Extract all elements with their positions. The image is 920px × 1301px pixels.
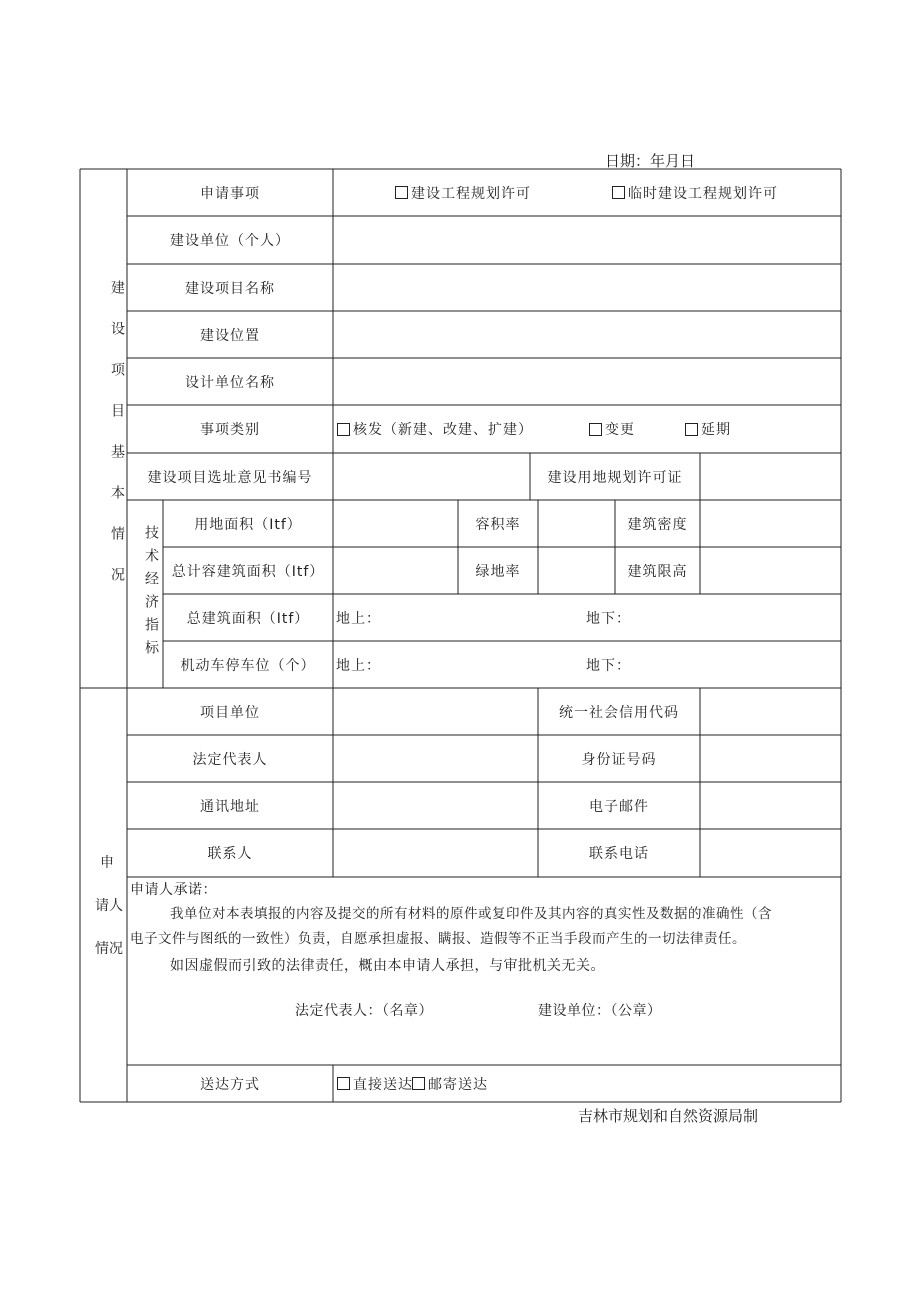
delivery-option-1-label: 直接送达 (353, 1076, 413, 1093)
design-unit-label: 设计单位名称 (185, 374, 275, 391)
section-applicant-title-1: 申 (100, 855, 114, 871)
category-option-2[interactable] (589, 405, 635, 453)
plot-ratio-label: 容积率 (475, 516, 521, 533)
pledge-para1-line1: 我单位对本表填报的内容及提交的所有材料的原件或复印件及其内容的真实性及数据的准确性（含 (170, 906, 772, 922)
delivery-option-2-label: 邮寄送达 (428, 1076, 488, 1093)
total-build-area-label: 总建筑面积（Itf） (186, 610, 310, 627)
id-number-label: 身份证号码 (581, 751, 657, 768)
land-permit-label: 建设用地规划许可证 (547, 469, 683, 486)
apply-item-option-2-label: 临时建设工程规划许可 (628, 185, 778, 202)
category-option-2-label: 变更 (605, 422, 635, 438)
category-option-3[interactable] (685, 405, 731, 453)
checkbox-icon[interactable] (412, 1077, 425, 1090)
build-area-below-label: 地下： (586, 610, 631, 627)
category-option-1[interactable] (337, 405, 533, 453)
project-name-label: 建设项目名称 (185, 280, 275, 297)
delivery-option-2[interactable] (412, 1065, 488, 1102)
build-unit-label: 建设单位（个人） (170, 233, 290, 249)
checkbox-icon[interactable] (337, 423, 350, 436)
legal-rep-label: 法定代表人 (192, 751, 268, 768)
checkbox-icon[interactable] (685, 423, 698, 436)
location-label: 建设位置 (200, 327, 260, 344)
building-density-label: 建筑密度 (627, 516, 688, 533)
parking-above-label: 地上： (336, 657, 381, 674)
build-area-above-label: 地上： (336, 610, 381, 627)
footer-issuer: 吉林市规划和自然资源局制 (578, 1107, 759, 1125)
tech-group-title: 技术经济指标 (143, 525, 159, 663)
checkbox-icon[interactable] (612, 186, 625, 199)
section-applicant-title-3: 情况 (95, 941, 123, 957)
pledge-para2: 如因虚假而引致的法律责任，概由本申请人承担，与审批机关无关。 (170, 958, 605, 974)
parking-below-label: 地下： (586, 657, 631, 674)
checkbox-icon[interactable] (337, 1077, 350, 1090)
section-applicant-title-2: 请人 (95, 898, 123, 914)
parking-label: 机动车停车位（个） (180, 657, 316, 674)
height-limit-label: 建筑限高 (627, 563, 688, 580)
apply-item-option-1-label: 建设工程规划许可 (411, 185, 531, 202)
phone-label: 联系电话 (589, 846, 649, 862)
email-label: 电子邮件 (589, 798, 649, 815)
pledge-title: 申请人承诺： (130, 882, 217, 898)
land-area-label: 用地面积（Itf） (194, 516, 302, 533)
project-unit-label: 项目单位 (200, 704, 260, 721)
total-far-area-label: 总计容建筑面积（Itf） (171, 563, 325, 580)
green-ratio-label: 绿地率 (475, 563, 521, 580)
delivery-option-1[interactable] (337, 1065, 413, 1102)
pledge-sign-legal-rep: 法定代表人：（名章） (295, 1003, 433, 1019)
apply-item-label: 申请事项 (200, 185, 260, 202)
category-option-1-label: 核发（新建、改建、扩建） (353, 422, 533, 438)
site-opinion-label: 建设项目选址意见书编号 (147, 469, 313, 486)
checkbox-icon[interactable] (395, 186, 408, 199)
pledge-sign-build-unit: 建设单位：（公章） (538, 1003, 662, 1019)
address-label: 通讯地址 (200, 798, 260, 815)
category-option-3-label: 延期 (701, 422, 731, 438)
date-label: 日期：年月日 (605, 152, 696, 170)
credit-code-label: 统一社会信用代码 (559, 704, 679, 721)
section-basic-title-text: 建设项目基本情况 (109, 280, 125, 608)
apply-item-option-2[interactable] (612, 169, 778, 216)
pledge-para1-line2: 电子文件与图纸的一致性）负责，自愿承担虚报、瞒报、造假等不正当手段而产生的一切法律责任。 (130, 931, 746, 947)
apply-item-option-1[interactable] (395, 169, 531, 216)
delivery-label: 送达方式 (200, 1076, 260, 1093)
checkbox-icon[interactable] (589, 423, 602, 436)
contact-label: 联系人 (207, 846, 253, 862)
category-label: 事项类别 (200, 422, 260, 438)
